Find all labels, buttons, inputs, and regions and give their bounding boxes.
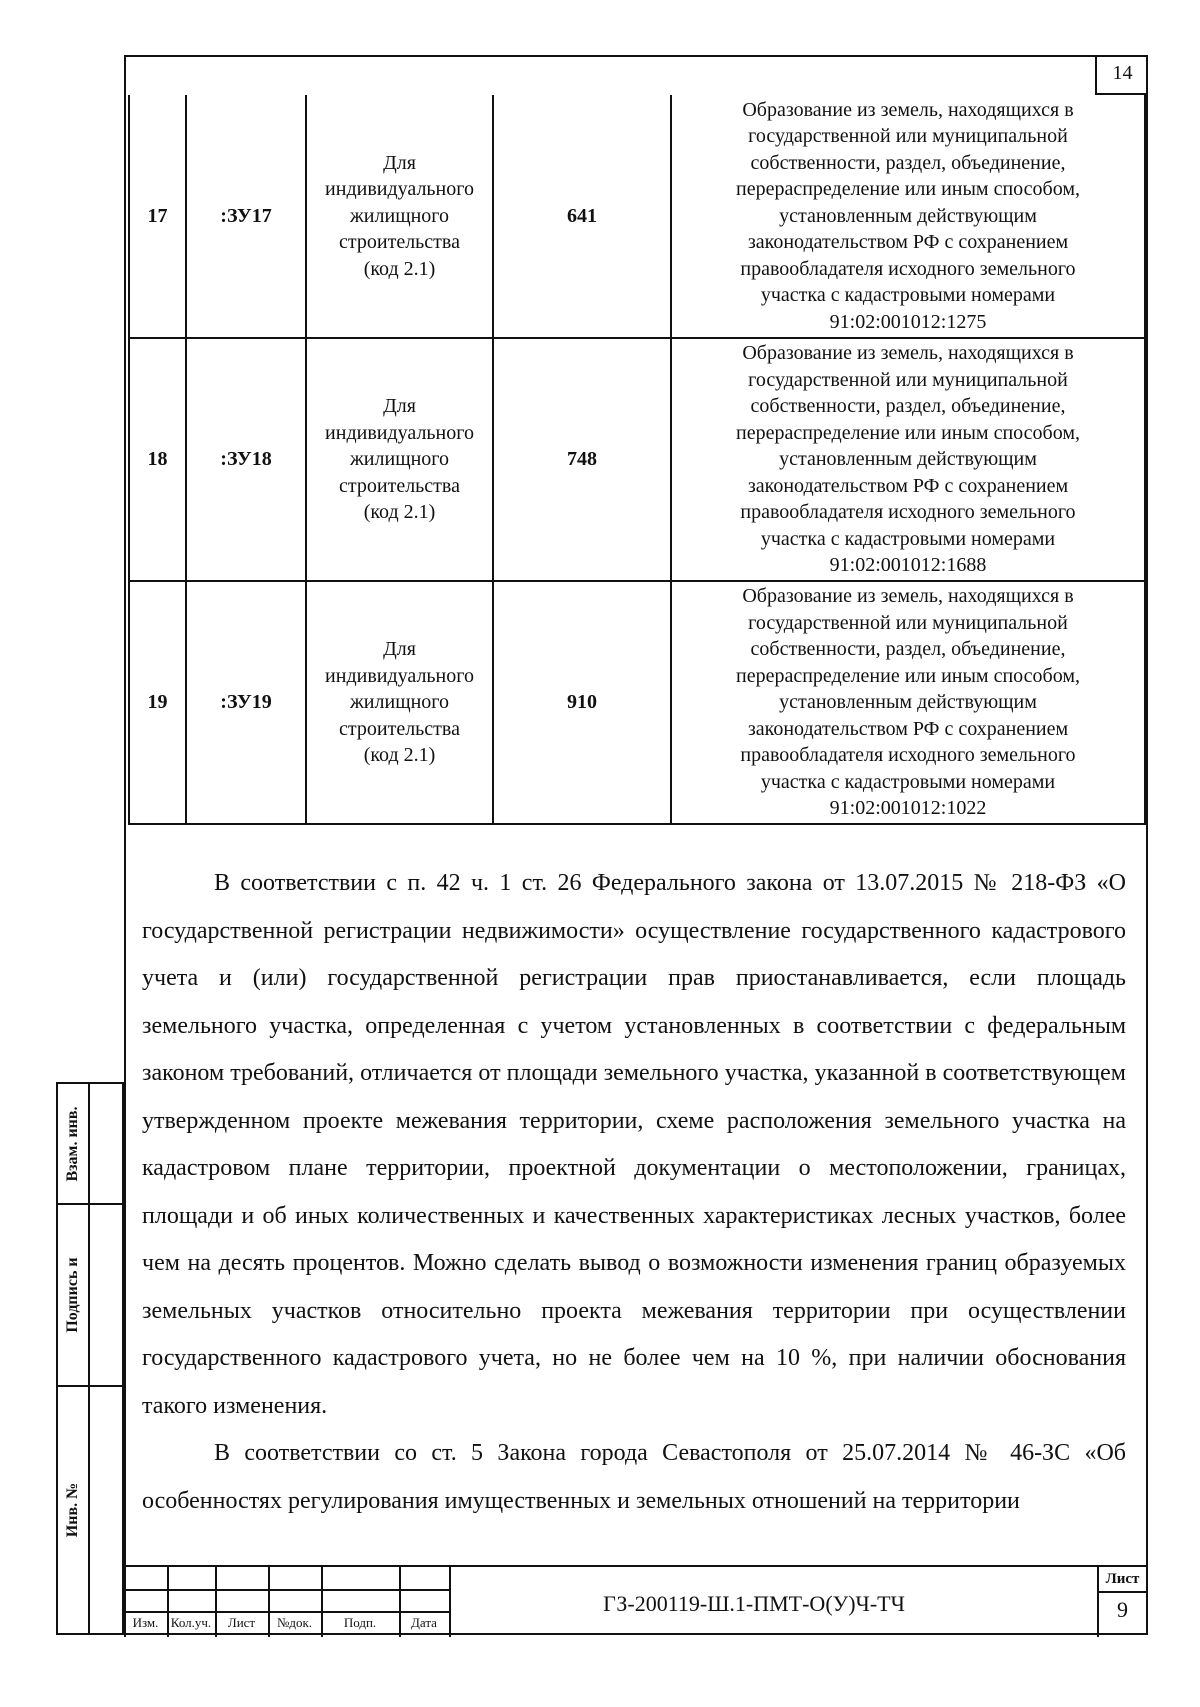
formation-method-line: государственной или муниципальной [748, 368, 1068, 391]
permitted-use-line: Для [383, 395, 416, 418]
permitted-use [306, 338, 493, 581]
formation-method-line: участка с кадастровыми номерами [760, 284, 1056, 307]
formation-method-line: 91:02:001012:1022 [829, 797, 987, 820]
permitted-use-line: (код 2.1) [363, 744, 436, 767]
table-row [129, 338, 1145, 581]
title-block [124, 1565, 1148, 1635]
col-list: Лист [227, 1615, 256, 1630]
permitted-use-line: (код 2.1) [363, 257, 436, 280]
formation-method [671, 338, 1145, 581]
formation-method-line: законодательством РФ с сохранением [747, 231, 1069, 254]
permitted-use-line: жилищного [349, 204, 449, 227]
paragraph-1: В соответствии с п. 42 ч. 1 ст. 26 Федерального закона от 13.07.2015 № 218-ФЗ «О государственной регистрации недвижимости» осуществление государственного кадастрового учета и (или) государственной регистрации прав приостанавливается, если площадь земельного участка, определенная с учетом установленных в соответствии с федеральным законом требований, отличается от площади земельного участка, указанной в соответствующем утвержденном проекте межевания территории, схеме расположения земельного участка на кадастровом плане территории, проектной документации о местоположении, границах, площади и об иных количественных и качественных характеристиках лесных участков, более чем на десять процентов. Можно сделать вывод о возможности изменения границ образуемых земельных участков относительно проекта межевания территории при осуществлении государственного кадастрового учета, но не более чем на 10 %, при наличии обоснования такого изменения. [142, 870, 1126, 1419]
table-row [129, 581, 1145, 824]
side-stamp-podpis [56, 1203, 124, 1387]
formation-method-line: собственности, раздел, объединение, [750, 395, 1066, 418]
col-podp: Подп. [343, 1615, 377, 1630]
permitted-use-line: индивидуального [325, 664, 474, 687]
formation-method-line: государственной или муниципальной [748, 125, 1068, 148]
table-row [129, 95, 1145, 338]
sheet-label: Лист [1105, 1571, 1140, 1587]
permitted-use-line: строительства [339, 717, 460, 740]
inv-no-label: Инв. № [64, 1482, 81, 1538]
formation-method-line: перераспределение или иным способом, [735, 421, 1080, 444]
formation-method-line: установленным действующим [779, 691, 1037, 714]
formation-method-line: 91:02:001012:1688 [829, 554, 987, 577]
permitted-use-line: жилищного [349, 691, 449, 714]
side-stamp-inv [56, 1385, 124, 1635]
body-text [142, 860, 1126, 1525]
side-stamp-vzam [56, 1082, 124, 1205]
formation-method-line: перераспределение или иным способом, [735, 178, 1080, 201]
formation-method-line: установленным действующим [779, 204, 1037, 227]
permitted-use [306, 581, 493, 824]
formation-method-line: правообладателя исходного земельного [740, 744, 1076, 767]
col-kol-uch: Кол.уч. [170, 1615, 212, 1630]
paragraph-2: В соответствии со ст. 5 Закона города Севастополя от 25.07.2014 № 46-ЗС «Об особенностях регулирования имущественных и земельных отношений на территории [142, 1440, 1126, 1514]
permitted-use [306, 95, 493, 338]
document-code: ГЗ-200119-Ш.1-ПМТ-О(У)Ч-ТЧ [603, 1591, 905, 1616]
sheet-number: 9 [1117, 1597, 1128, 1622]
formation-method-line: законодательством РФ с сохранением [747, 474, 1069, 497]
formation-method-line: Образование из земель, находящихся в [742, 98, 1074, 121]
formation-method-line: участка с кадастровыми номерами [760, 770, 1056, 793]
permitted-use-line: Для [383, 638, 416, 661]
permitted-use-line: индивидуального [325, 421, 474, 444]
permitted-use-line: Для [383, 151, 416, 174]
col-ndok: №док. [276, 1615, 313, 1630]
col-data: Дата [411, 1615, 437, 1630]
col-izm: Изм. [132, 1615, 159, 1630]
formation-method-line: правообладателя исходного земельного [740, 501, 1076, 524]
formation-method [671, 581, 1145, 824]
plot-area: 910 [493, 581, 671, 824]
plots-table [128, 95, 1146, 825]
page-number: 14 [1095, 55, 1148, 95]
formation-method-line: собственности, раздел, объединение, [750, 151, 1066, 174]
plot-code: :ЗУ17 [186, 95, 306, 338]
formation-method-line: собственности, раздел, объединение, [750, 638, 1066, 661]
permitted-use-line: строительства [339, 231, 460, 254]
podpis-label: Подпись и [64, 1257, 81, 1333]
permitted-use-line: (код 2.1) [363, 501, 436, 524]
permitted-use-line: жилищного [349, 448, 449, 471]
plot-area: 748 [493, 338, 671, 581]
row-number: 19 [129, 581, 186, 824]
permitted-use-line: строительства [339, 474, 460, 497]
formation-method-line: законодательством РФ с сохранением [747, 717, 1069, 740]
formation-method [671, 95, 1145, 338]
formation-method-line: участка с кадастровыми номерами [760, 527, 1056, 550]
formation-method-line: Образование из земель, находящихся в [742, 342, 1074, 365]
formation-method-line: Образование из земель, находящихся в [742, 585, 1074, 608]
formation-method-line: установленным действующим [779, 448, 1037, 471]
plot-code: :ЗУ19 [186, 581, 306, 824]
plot-area: 641 [493, 95, 671, 338]
formation-method-line: правообладателя исходного земельного [740, 257, 1076, 280]
formation-method-line: государственной или муниципальной [748, 611, 1068, 634]
plot-code: :ЗУ18 [186, 338, 306, 581]
formation-method-line: 91:02:001012:1275 [829, 310, 987, 333]
row-number: 17 [129, 95, 186, 338]
formation-method-line: перераспределение или иным способом, [735, 664, 1080, 687]
permitted-use-line: индивидуального [325, 178, 474, 201]
row-number: 18 [129, 338, 186, 581]
vzam-inv-label: Взам. инв. [64, 1105, 81, 1182]
